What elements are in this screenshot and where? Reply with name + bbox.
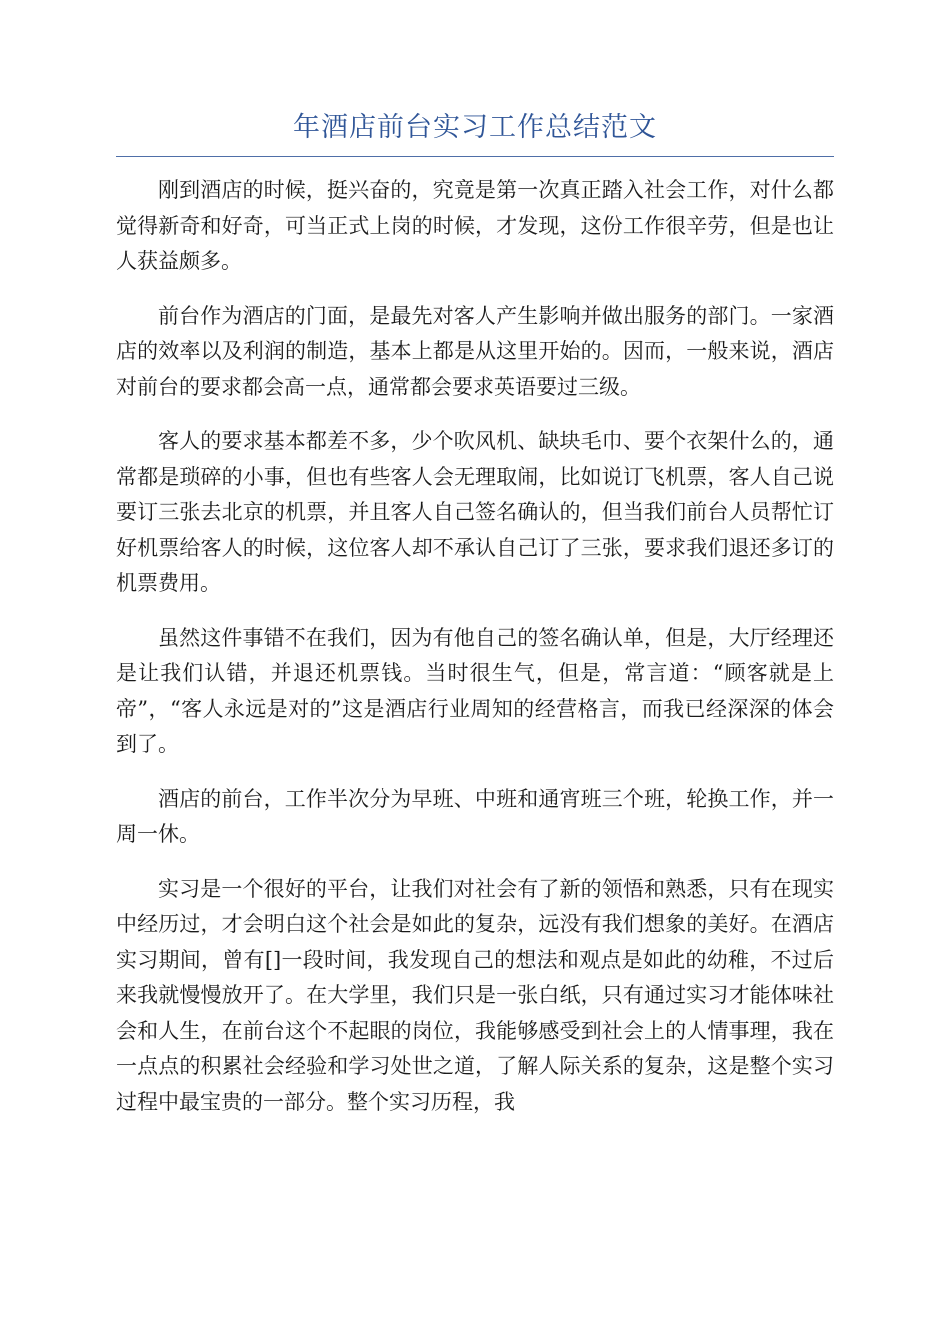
paragraph-3: 客人的要求基本都差不多，少个吹风机、缺块毛巾、要个衣架什么的，通常都是琐碎的小事，但也有些客人会无理取闹，比如说订飞机票，客人自己说要订三张去北京的机票，并且客人自己签名确认的，但当我们前台人员帮忙订好机票给客人的时候，这位客人却不承认自己订了三张，要求我们退还多订的机票费用。 (116, 429, 834, 595)
paragraph-6: 实习是一个很好的平台，让我们对社会有了新的领悟和熟悉，只有在现实中经历过，才会明白这个社会是如此的复杂，远没有我们想象的美好。在酒店实习期间，曾有[]一段时间，我发现自己的想法和观点是如此的幼稚，不过后来我就慢慢放开了。在大学里，我们只是一张白纸，只有通过实习才能体味社会和人生，在前台这个不起眼的岗位，我能够感受到社会上的人情事理，我在一点点的积累社会经验和学习处世之道，了解人际关系的复杂，这是整个实习过程中最宝贵的一部分。整个实习历程，我 (116, 876, 834, 1114)
paragraph-4: 虽然这件事错不在我们，因为有他自己的签名确认单，但是，大厅经理还是让我们认错，并退还机票钱。当时很生气，但是，常言道：“顾客就是上帝”，“客人永远是对的”这是酒店行业周知的经营格言，而我已经深深的体会到了。 (116, 625, 834, 756)
paragraph-1: 刚到酒店的时候，挺兴奋的，究竟是第一次真正踏入社会工作，对什么都觉得新奇和好奇，可当正式上岗的时候，才发现，这份工作很辛劳，但是也让人获益颇多。 (116, 178, 834, 273)
document-title: 年酒店前台实习工作总结范文 (293, 112, 657, 143)
document-body (116, 173, 834, 1139)
title-block (116, 108, 834, 157)
paragraph-5: 酒店的前台，工作半次分为早班、中班和通宵班三个班，轮换工作，并一周一休。 (116, 786, 834, 846)
paragraph-2: 前台作为酒店的门面，是最先对客人产生影响并做出服务的部门。一家酒店的效率以及利润的制造，基本上都是从这里开始的。因而，一般来说，酒店对前台的要求都会高一点，通常都会要求英语要过三级。 (116, 303, 834, 399)
